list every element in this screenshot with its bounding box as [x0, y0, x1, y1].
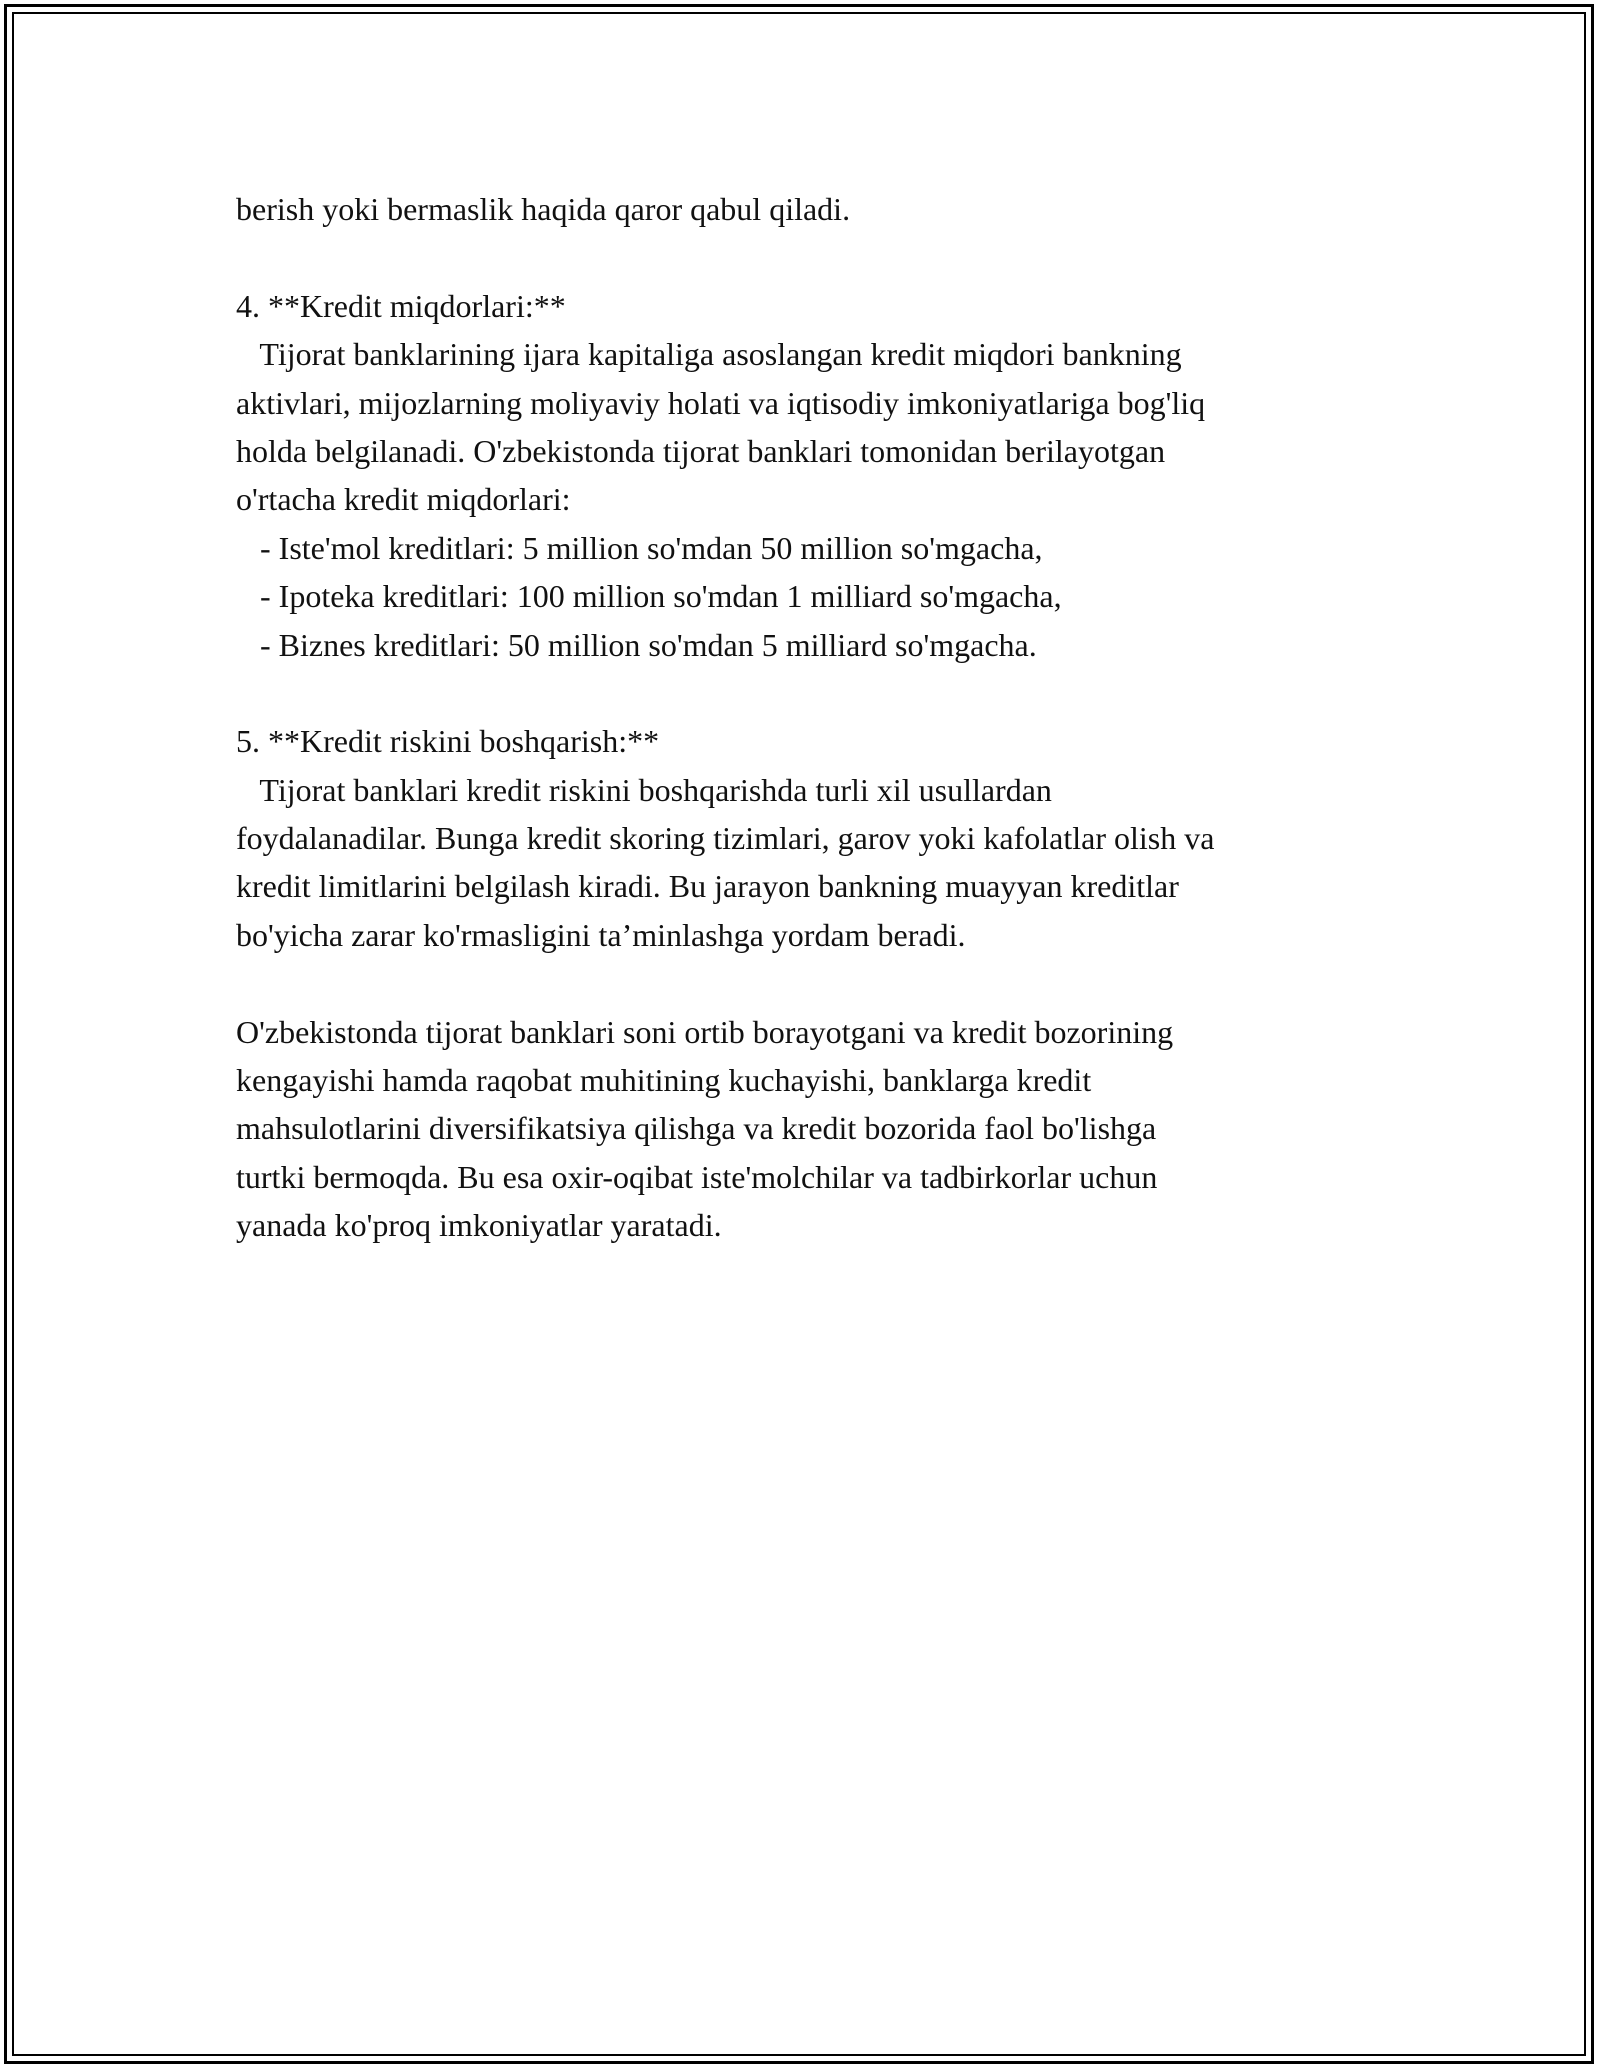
text-line: yanada ko'proq imkoniyatlar yaratadi. — [236, 1207, 722, 1244]
list-item: - Ipoteka kreditlari: 100 million so'mdan 1 milliard so'mgacha, — [236, 578, 1062, 615]
text-line: aktivlari, mijozlarning moliyaviy holati va iqtisodiy imkoniyatlariga bog'liq — [236, 384, 1206, 421]
conclusion-paragraph — [236, 1008, 1386, 1250]
list-item: - Iste'mol kreditlari: 5 million so'mdan 50 million so'mgacha, — [236, 529, 1043, 566]
text-line: kengayishi hamda raqobat muhitining kuchayishi, banklarga kredit — [236, 1062, 1092, 1099]
text-line: berish yoki bermaslik haqida qaror qabul qiladi. — [236, 191, 851, 227]
text-line: foydalanadilar. Bunga kredit skoring tizimlari, garov yoki kafolatlar olish va — [236, 820, 1215, 857]
text-line: O'zbekistonda tijorat banklari soni ortib borayotgani va kredit bozorining — [236, 1013, 1174, 1050]
text-line: kredit limitlarini belgilash kiradi. Bu jarayon bankning muayyan kreditlar — [236, 868, 1179, 905]
list-item: - Biznes kreditlari: 50 million so'mdan 5 milliard so'mgacha. — [236, 626, 1037, 663]
text-line: o'rtacha kredit miqdorlari: — [236, 481, 571, 518]
text-line: holda belgilanadi. O'zbekistonda tijorat banklari tomonidan berilayotgan — [236, 432, 1166, 469]
credit-amount-list — [236, 524, 1386, 669]
section-kredit-riskini-boshqarish — [236, 717, 1386, 959]
document-body — [236, 185, 1386, 1250]
text-line: Tijorat banklarining ijara kapitaliga asoslangan kredit miqdori bankning — [236, 336, 1182, 373]
paragraph-spacer — [236, 959, 1386, 1007]
text-line: Tijorat banklari kredit riskini boshqarishda turli xil usullardan — [236, 771, 1052, 808]
section-heading: 5. **Kredit riskini boshqarish:** — [236, 723, 660, 760]
text-line: mahsulotlarini diversifikatsiya qilishga va kredit bozorida faol bo'lishga — [236, 1110, 1157, 1147]
paragraph-spacer — [236, 233, 1386, 281]
section-kredit-miqdorlari — [236, 282, 1386, 669]
text-line: turtki bermoqda. Bu esa oxir-oqibat iste'molchilar va tadbirkorlar uchun — [236, 1158, 1158, 1195]
paragraph-spacer — [236, 669, 1386, 717]
intro-paragraph — [236, 185, 1386, 233]
text-line: bo'yicha zarar ko'rmasligini ta’minlashga yordam beradi. — [236, 916, 966, 953]
section-heading: 4. **Kredit miqdorlari:** — [236, 287, 566, 324]
